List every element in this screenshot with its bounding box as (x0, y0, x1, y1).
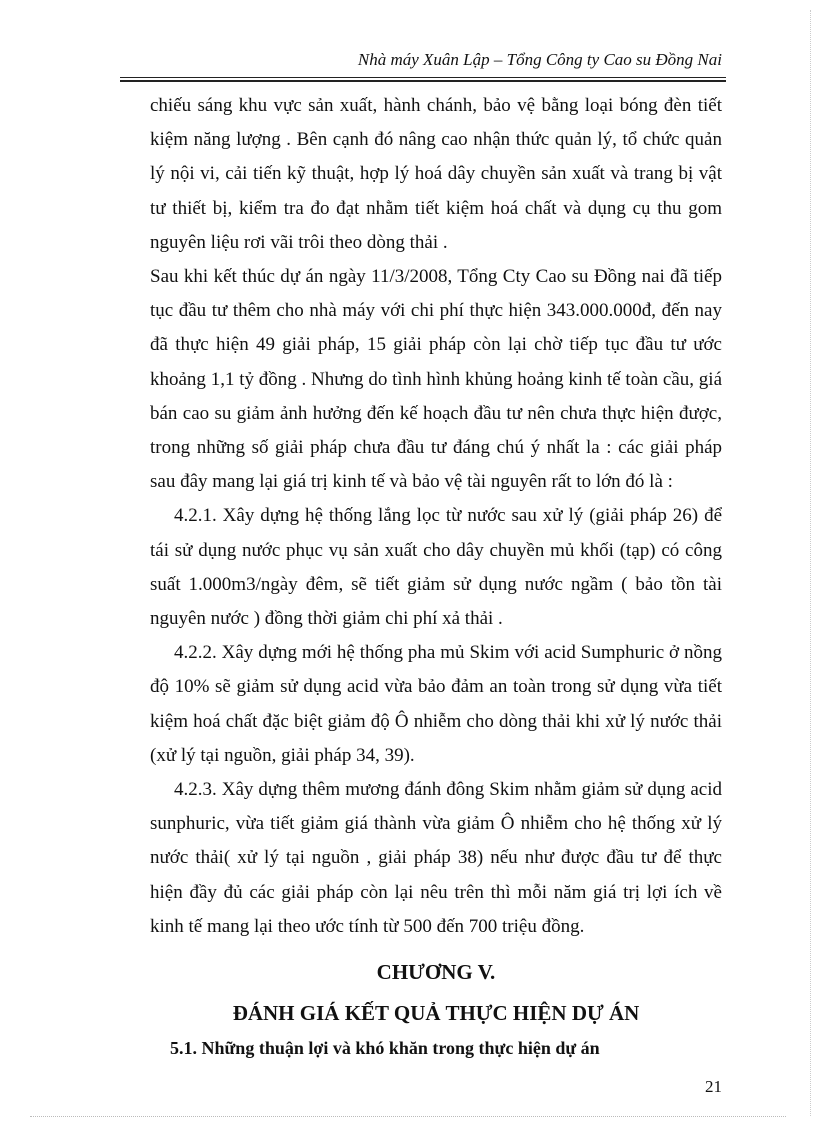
running-header: Nhà máy Xuân Lập – Tổng Công ty Cao su Đồng Nai (357, 50, 722, 69)
footer-dotted-rule (30, 1116, 786, 1117)
chapter-title: ĐÁNH GIÁ KẾT QUẢ THỰC HIỆN DỰ ÁN (232, 1001, 640, 1025)
body-text (150, 89, 722, 944)
paragraph-solution-4-2-3: 4.2.3. Xây dựng thêm mương đánh đông Skim nhằm giảm sử dụng acid sunphuric, vừa tiết giảm giá thành vừa giảm Ô nhiễm cho hệ thống xử lý nước thải( xử lý tại nguồn , giải pháp 38) nếu như được đầu tư để thực hiện đầy đủ các giải pháp còn lại nêu trên thì mỗi năm giá trị lợi ích về kinh tế mang lại theo ước tính từ 500 đến 700 triệu đồng. (150, 779, 722, 937)
paragraph-project-followup: Sau khi kết thúc dự án ngày 11/3/2008, Tổng Cty Cao su Đồng nai đã tiếp tục đầu tư thêm cho nhà máy với chi phí thực hiện 343.000.000đ, đến nay đã thực hiện 49 giải pháp, 15 giải pháp còn lại chờ tiếp tục đầu tư ước khoảng 1,1 tỷ đồng . Nhưng do tình hình khủng hoảng kinh tế toàn cầu, giá bán cao su giảm ảnh hưởng đến kế hoạch đầu tư nên chưa thực hiện được, trong những số giải pháp chưa đầu tư đáng chú ý nhất la : các giải pháp sau đây mang lại giá trị kinh tế và bảo vệ tài nguyên rất to lớn đó là : (150, 266, 722, 493)
paragraph-solution-4-2-2: 4.2.2. Xây dựng mới hệ thống pha mủ Skim với acid Sumphuric ở nồng độ 10% sẽ giảm sử dụng acid vừa bảo đảm an toàn trong sử dụng vừa tiết kiệm hoá chất đặc biệt giảm độ Ô nhiễm cho dòng thải khi xử lý nước thải (xử lý tại nguồn, giải pháp 34, 39). (150, 642, 722, 766)
section-heading: 5.1. Những thuận lợi và khó khăn trong thực hiện dự án (170, 1038, 600, 1058)
paragraph-continuation: chiếu sáng khu vực sản xuất, hành chánh, bảo vệ bằng loại bóng đèn tiết kiệm năng lượng . Bên cạnh đó nâng cao nhận thức quản lý, tổ chức quản lý nội vi, cải tiến kỹ thuật, hợp lý hoá dây chuyền sản xuất và trang bị vật tư thiết bị, kiểm tra đo đạt nhằm tiết kiệm hoá chất và dụng cụ thu gom nguyên liệu rơi vãi trôi theo dòng thải . (150, 95, 722, 253)
header-double-rule (120, 77, 726, 82)
page-number: 21 (705, 1077, 722, 1096)
paragraph-solution-4-2-1: 4.2.1. Xây dựng hệ thống lắng lọc từ nước sau xử lý (giải pháp 26) để tái sử dụng nước phục vụ sản xuất cho dây chuyền mủ khối (tạp) có công suất 1.000m3/ngày đêm, sẽ tiết giảm sử dụng nước ngầm ( bảo tồn tài nguyên nước ) đồng thời giảm chi phí xả thải . (150, 505, 722, 630)
chapter-label: CHƯƠNG V. (376, 960, 496, 984)
right-edge-dotted-rule (810, 10, 811, 1116)
